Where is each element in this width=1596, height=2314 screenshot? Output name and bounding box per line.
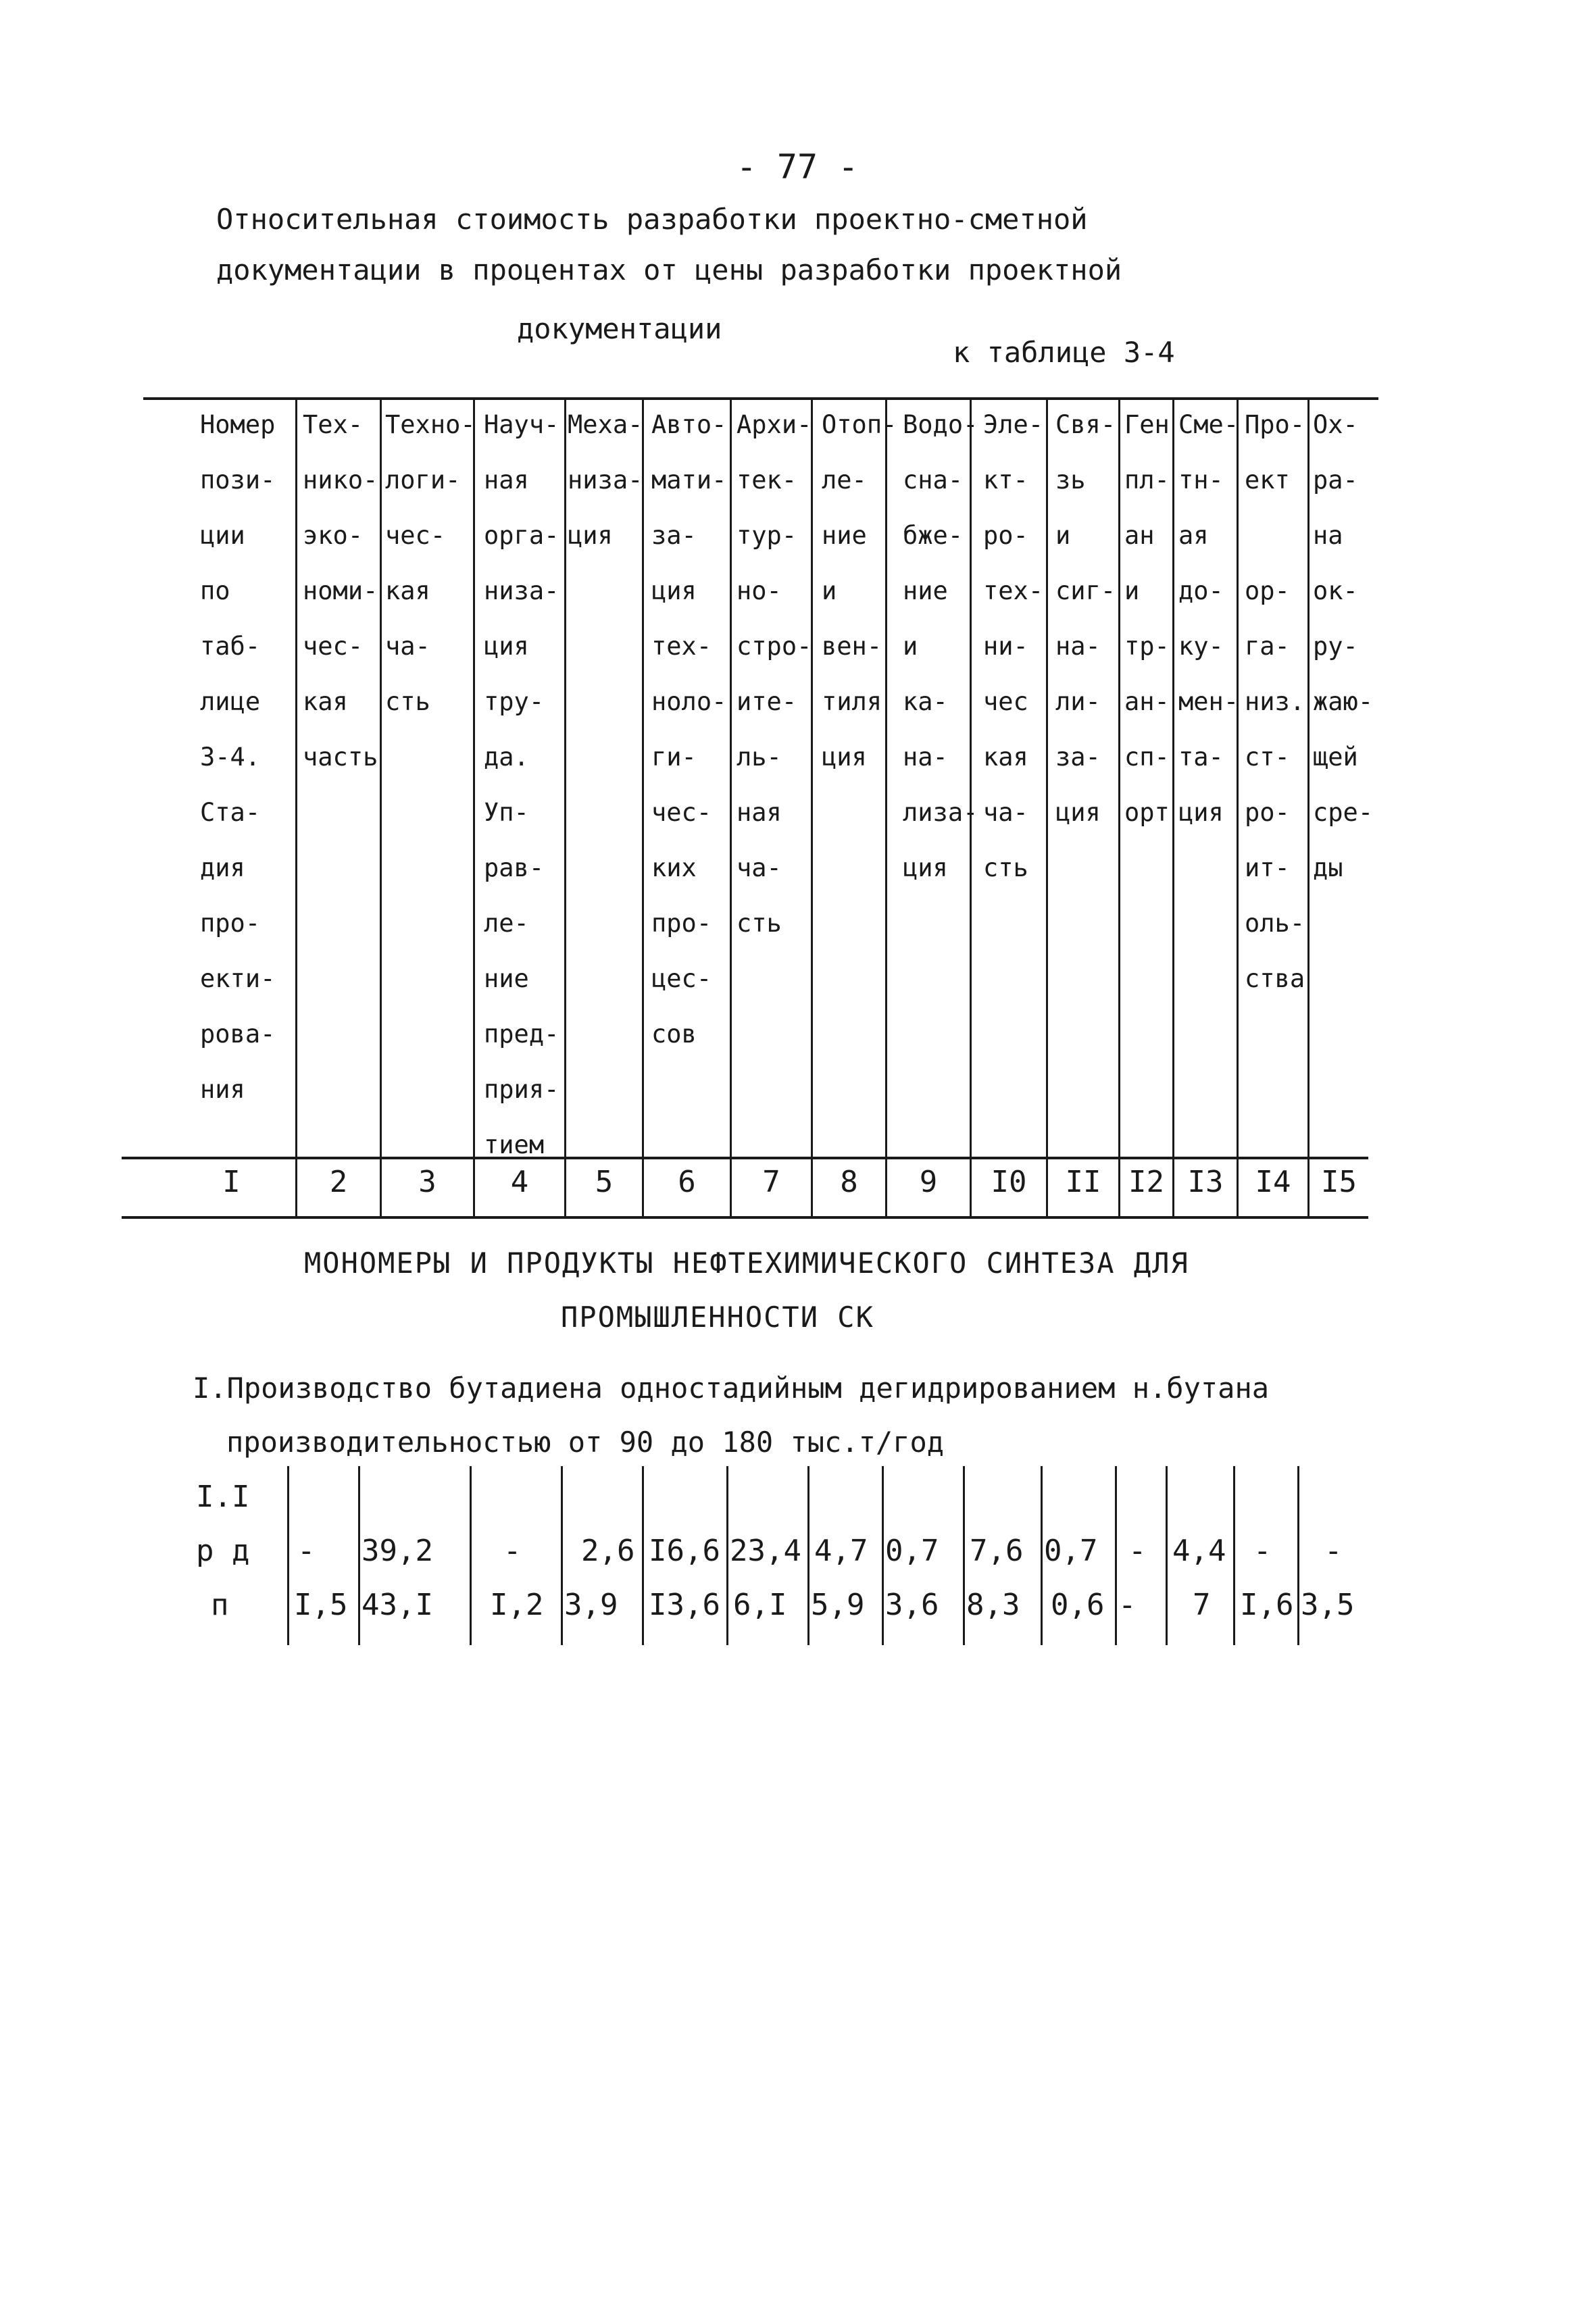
data-column-divider	[470, 1466, 472, 1645]
rd-value-col12: -	[1128, 1534, 1147, 1568]
section-heading-line-2: ПРОМЫШЛЕННОСТИ СК	[561, 1301, 874, 1334]
p-value-col6: I3,6	[649, 1588, 720, 1622]
column-divider	[1046, 399, 1048, 1217]
header-cell-5: Меха- низа- ция	[568, 410, 643, 550]
header-cell-11: Свя- зь и сиг- на- ли- за- ция	[1055, 410, 1116, 827]
p-value-col4: I,2	[490, 1588, 544, 1622]
header-cell-9: Водо- сна- бже- ние и ка- на- лиза- ция	[903, 410, 978, 882]
column-divider	[1118, 399, 1120, 1217]
header-cell-3: Техно- логи- чес- кая ча- сть	[385, 410, 476, 716]
column-divider	[1172, 399, 1174, 1217]
header-cell-14: Про- ект ор- га- низ. ст- ро- ит- оль- ства	[1245, 410, 1305, 993]
column-divider	[730, 399, 732, 1217]
column-number-13: I3	[1187, 1165, 1224, 1199]
p-value-col7: 6,I	[733, 1588, 787, 1622]
data-column-divider	[1297, 1466, 1299, 1645]
header-cell-8: Отоп- ле- ние и вен- тиля ция	[822, 410, 897, 772]
section-heading-line-1: МОНОМЕРЫ И ПРОДУКТЫ НЕФТЕХИМИЧЕСКОГО СИНТЕЗА ДЛЯ	[304, 1247, 1189, 1280]
column-number-7: 7	[762, 1165, 780, 1199]
data-column-divider	[726, 1466, 728, 1645]
column-number-5: 5	[595, 1165, 614, 1199]
data-column-divider	[287, 1466, 289, 1645]
rd-value-col2: -	[297, 1534, 316, 1568]
column-number-4: 4	[510, 1165, 529, 1199]
rd-value-col6: I6,6	[649, 1534, 720, 1568]
title-line-3: документации	[517, 312, 722, 345]
rd-value-col4: -	[503, 1534, 522, 1568]
column-divider	[564, 399, 566, 1217]
p-value-col9: 3,6	[885, 1588, 939, 1622]
rd-value-col3: 39,2	[361, 1534, 433, 1568]
page-number: - 77 -	[736, 147, 859, 186]
p-value-col12: -	[1118, 1588, 1137, 1622]
column-number-10: I0	[991, 1165, 1027, 1199]
data-column-divider	[1166, 1466, 1168, 1645]
data-column-divider	[1115, 1466, 1117, 1645]
header-cell-10: Эле- кт- ро- тех- ни- чес кая ча- сть	[983, 410, 1044, 882]
header-cell-4: Науч- ная орга- низа- ция тру- да. Уп- рав- ле- ние пред- прия- тием	[484, 410, 559, 1159]
p-value-col13: 7	[1193, 1588, 1211, 1622]
rd-value-col11: 0,7	[1044, 1534, 1098, 1568]
data-column-divider	[1233, 1466, 1235, 1645]
rd-value-col7: 23,4	[730, 1534, 801, 1568]
rd-value-col10: 7,6	[970, 1534, 1024, 1568]
p-value-col2: I,5	[294, 1588, 348, 1622]
column-number-11: II	[1065, 1165, 1101, 1199]
column-number-15: I5	[1321, 1165, 1357, 1199]
item-title-line-1: I.Производство бутадиена одностадийным дегидрированием н.бутана	[193, 1372, 1270, 1405]
item-title-line-2: производительностью от 90 до 180 тыс.т/год	[226, 1426, 945, 1459]
p-value-col8: 5,9	[811, 1588, 865, 1622]
data-column-divider	[358, 1466, 360, 1645]
rd-value-col13: 4,4	[1172, 1534, 1226, 1568]
title-line-1: Относительная стоимость разработки проектно-сметной	[216, 203, 1088, 236]
title-line-2: документации в процентах от цены разработки проектной	[216, 253, 1122, 286]
column-divider	[295, 399, 297, 1217]
header-cell-6: Авто- мати- за- ция тех- ноло- ги- чес- ких про- цес- сов	[651, 410, 727, 1049]
table-reference: к таблице 3-4	[953, 336, 1175, 369]
column-number-9: 9	[919, 1165, 938, 1199]
header-cell-1: Номер пози- ции по таб- лице 3-4. Ста- дия про- екти- рова- ния	[200, 410, 276, 1104]
header-cell-2: Тех- нико- эко- номи- чес- кая часть	[303, 410, 378, 772]
data-column-divider	[561, 1466, 563, 1645]
data-column-divider	[807, 1466, 809, 1645]
column-number-14: I4	[1255, 1165, 1291, 1199]
column-divider	[1307, 399, 1310, 1217]
data-column-divider	[1041, 1466, 1043, 1645]
rd-value-col9: 0,7	[885, 1534, 939, 1568]
column-number-1: I	[222, 1165, 241, 1199]
column-number-8: 8	[840, 1165, 858, 1199]
p-value-col3: 43,I	[361, 1588, 433, 1622]
column-number-3: 3	[418, 1165, 437, 1199]
column-number-12: I2	[1128, 1165, 1164, 1199]
column-number-2: 2	[329, 1165, 348, 1199]
p-value-col15: 3,5	[1301, 1588, 1355, 1622]
rd-value-col14: -	[1253, 1534, 1272, 1568]
data-column-divider	[963, 1466, 965, 1645]
row-label-item: I.I	[196, 1480, 250, 1514]
p-value-col5: 3,9	[564, 1588, 618, 1622]
data-column-divider	[642, 1466, 644, 1645]
column-divider	[380, 399, 382, 1217]
header-cell-12: Ген пл- ан и тр- ан- сп- орт	[1124, 410, 1170, 827]
data-column-divider	[882, 1466, 884, 1645]
header-cell-15: Ох- ра- на ок- ру- жаю- щей сре- ды	[1313, 410, 1374, 882]
header-bottom-rule	[122, 1157, 1368, 1159]
table-bottom-rule	[122, 1216, 1368, 1219]
row-label-rd: р д	[196, 1534, 250, 1568]
header-cell-13: Сме- тн- ая до- ку- мен- та- ция	[1178, 410, 1239, 827]
header-cell-7: Архи- тек- тур- но- стро- ите- ль- ная ча- сть	[737, 410, 812, 938]
row-label-p: п	[211, 1588, 229, 1622]
rd-value-col5: 2,6	[581, 1534, 635, 1568]
column-number-6: 6	[678, 1165, 696, 1199]
p-value-col14: I,6	[1240, 1588, 1294, 1622]
rd-value-col8: 4,7	[814, 1534, 868, 1568]
p-value-col11: 0,6	[1051, 1588, 1105, 1622]
rd-value-col15: -	[1324, 1534, 1343, 1568]
p-value-col10: 8,3	[966, 1588, 1020, 1622]
